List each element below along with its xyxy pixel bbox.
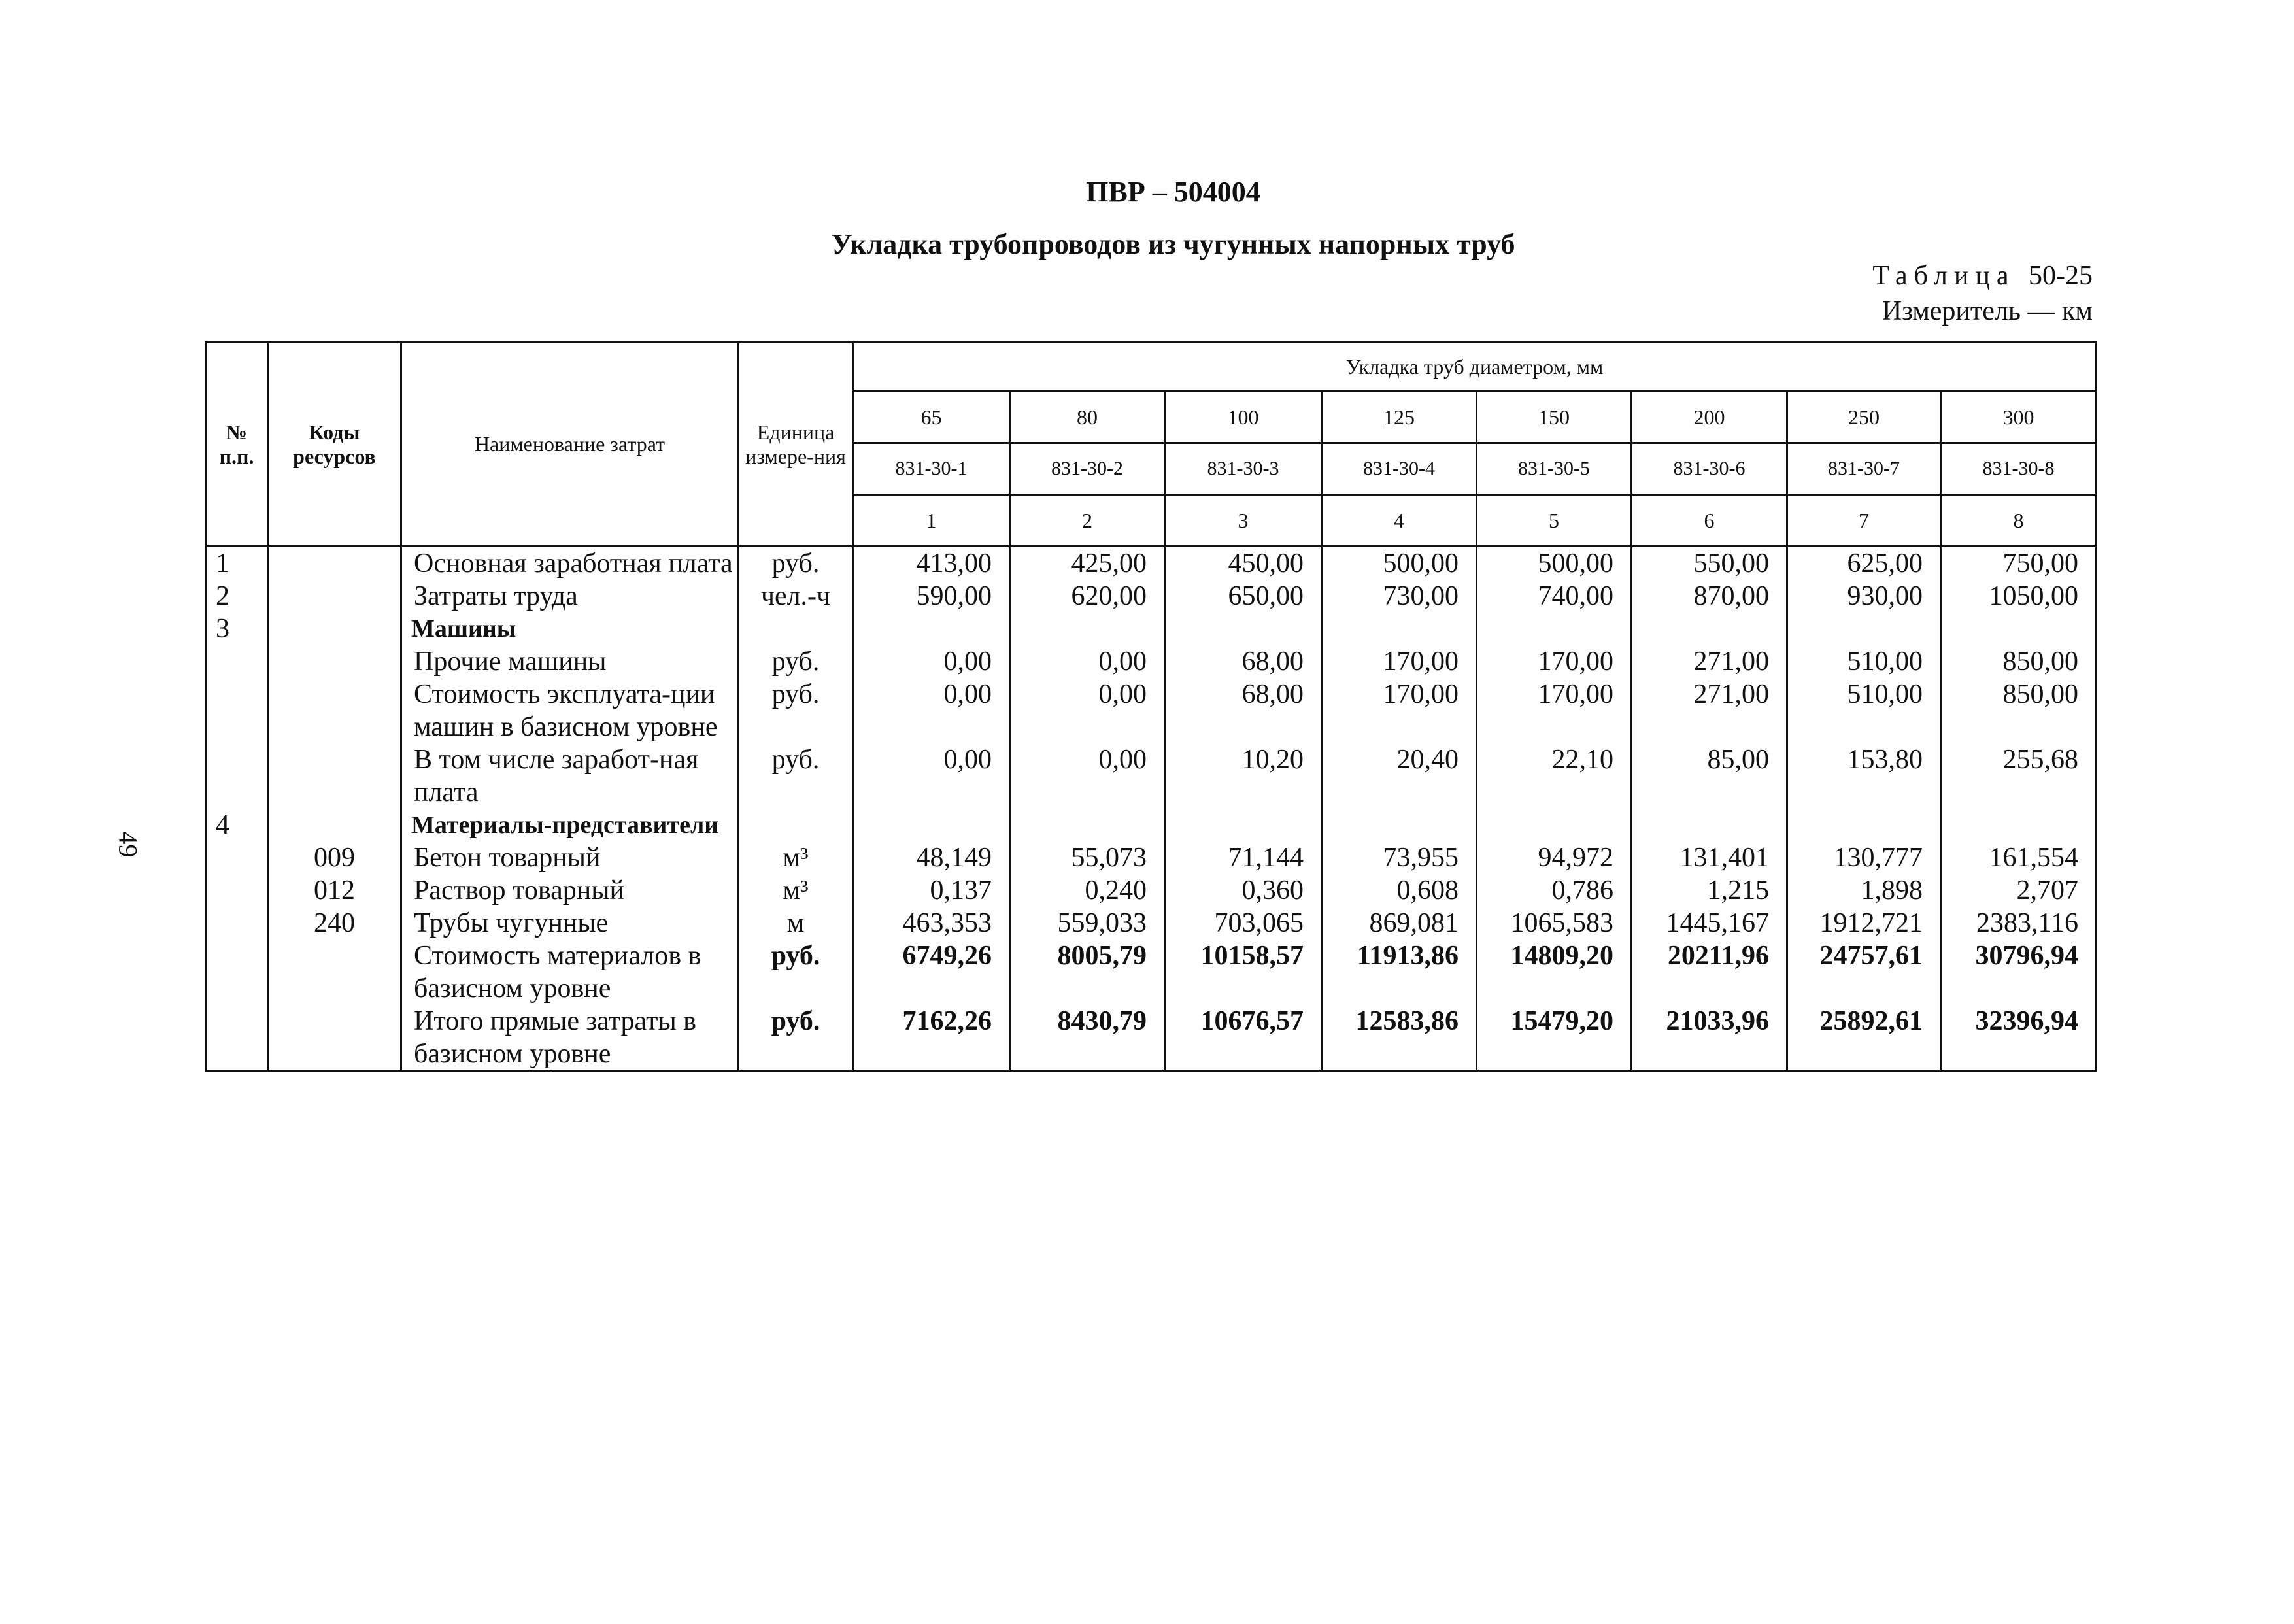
value-cell: 850,00 [1941, 678, 2097, 743]
value-cell: 730,00 [1322, 580, 1477, 613]
header-diameter: 80 [1010, 392, 1165, 443]
header-column-number: 8 [1941, 495, 2097, 547]
value-cell: 11913,86 [1322, 939, 1477, 1005]
header-norm-code: 831-30-6 [1632, 443, 1787, 495]
value-cell [1787, 809, 1941, 841]
value-cell: 620,00 [1010, 580, 1165, 613]
value-cell: 55,073 [1010, 841, 1165, 874]
header-diameter: 250 [1787, 392, 1941, 443]
value-cell: 550,00 [1632, 547, 1787, 581]
value-cell: 94,972 [1477, 841, 1632, 874]
header-column-number: 1 [853, 495, 1010, 547]
table-row [206, 907, 2097, 939]
resource-code: 240 [268, 907, 401, 939]
unit [739, 613, 853, 645]
value-cell: 510,00 [1787, 678, 1941, 743]
header-norm-code: 831-30-5 [1477, 443, 1632, 495]
header-diameter: 100 [1165, 392, 1322, 443]
cost-name: Бетон товарный [401, 841, 739, 874]
value-cell: 30796,94 [1941, 939, 2097, 1005]
table-row [206, 547, 2097, 581]
value-cell [1632, 809, 1787, 841]
value-cell: 10676,57 [1165, 1005, 1322, 1072]
header-column-number: 3 [1165, 495, 1322, 547]
value-cell: 20,40 [1322, 743, 1477, 809]
unit: м³ [739, 841, 853, 874]
resource-code [268, 547, 401, 581]
table-number: 50-25 [2029, 261, 2093, 291]
unit: руб. [739, 939, 853, 1005]
unit: м [739, 907, 853, 939]
value-cell: 73,955 [1322, 841, 1477, 874]
row-number: 1 [206, 547, 268, 581]
cost-name: Стоимость материалов в базисном уровне [401, 939, 739, 1005]
value-cell: 2,707 [1941, 874, 2097, 907]
value-cell: 930,00 [1787, 580, 1941, 613]
cost-name: Прочие машины [401, 645, 739, 678]
header-column-number: 5 [1477, 495, 1632, 547]
measure-unit: Измеритель — км [1881, 296, 2093, 326]
header-codes: Коды ресурсов [268, 343, 401, 547]
row-number [206, 874, 268, 907]
unit: руб. [739, 678, 853, 743]
row-number: 2 [206, 580, 268, 613]
table-row [206, 809, 2097, 841]
table-body [206, 547, 2097, 1072]
value-cell [1322, 809, 1477, 841]
value-cell: 7162,26 [853, 1005, 1010, 1072]
value-cell [1477, 613, 1632, 645]
value-cell: 8005,79 [1010, 939, 1165, 1005]
value-cell [853, 613, 1010, 645]
header-column-number: 2 [1010, 495, 1165, 547]
table-row [206, 939, 2097, 1005]
value-cell: 590,00 [853, 580, 1010, 613]
header-diameter: 125 [1322, 392, 1477, 443]
value-cell: 271,00 [1632, 645, 1787, 678]
unit: руб. [739, 743, 853, 809]
value-cell [1010, 809, 1165, 841]
value-cell: 0,360 [1165, 874, 1322, 907]
header-norm-code: 831-30-3 [1165, 443, 1322, 495]
value-cell: 170,00 [1477, 678, 1632, 743]
document-code: ПВР – 504004 [1086, 176, 1260, 208]
value-cell: 500,00 [1322, 547, 1477, 581]
value-cell: 1,215 [1632, 874, 1787, 907]
table-label: Таблица [1872, 261, 2016, 291]
value-cell: 500,00 [1477, 547, 1632, 581]
row-number [206, 907, 268, 939]
value-cell: 32396,94 [1941, 1005, 2097, 1072]
value-cell: 740,00 [1477, 580, 1632, 613]
value-cell: 869,081 [1322, 907, 1477, 939]
row-number [206, 1005, 268, 1072]
value-cell: 2383,116 [1941, 907, 2097, 939]
value-cell: 271,00 [1632, 678, 1787, 743]
table-row [206, 743, 2097, 809]
value-cell: 559,033 [1010, 907, 1165, 939]
unit: м³ [739, 874, 853, 907]
header-no: № п.п. [206, 343, 268, 547]
cost-name: Трубы чугунные [401, 907, 739, 939]
table-row [206, 580, 2097, 613]
table-row [206, 874, 2097, 907]
value-cell: 21033,96 [1632, 1005, 1787, 1072]
value-cell: 0,137 [853, 874, 1010, 907]
value-cell: 14809,20 [1477, 939, 1632, 1005]
table-row [206, 841, 2097, 874]
value-cell: 24757,61 [1787, 939, 1941, 1005]
value-cell: 413,00 [853, 547, 1010, 581]
header-norm-code: 831-30-7 [1787, 443, 1941, 495]
resource-code [268, 1005, 401, 1072]
header-column-number: 4 [1322, 495, 1477, 547]
resource-code [268, 743, 401, 809]
page-number: 49 [113, 831, 143, 858]
value-cell: 750,00 [1941, 547, 2097, 581]
value-cell: 463,353 [853, 907, 1010, 939]
value-cell: 68,00 [1165, 678, 1322, 743]
header-diameter: 65 [853, 392, 1010, 443]
table-row [206, 678, 2097, 743]
resource-code [268, 678, 401, 743]
resource-code [268, 939, 401, 1005]
value-cell: 0,00 [1010, 743, 1165, 809]
value-cell: 850,00 [1941, 645, 2097, 678]
cost-name: Стоимость эксплуата-ции машин в базисном уровне [401, 678, 739, 743]
header-unit: Единица измере-ния [739, 343, 853, 547]
header-diameter: 200 [1632, 392, 1787, 443]
value-cell: 15479,20 [1477, 1005, 1632, 1072]
unit: чел.-ч [739, 580, 853, 613]
resource-code: 009 [268, 841, 401, 874]
value-cell: 8430,79 [1010, 1005, 1165, 1072]
cost-name: Машины [401, 613, 739, 645]
cost-name: В том числе заработ-ная плата [401, 743, 739, 809]
value-cell [1010, 613, 1165, 645]
value-cell: 130,777 [1787, 841, 1941, 874]
row-number [206, 678, 268, 743]
cost-name: Раствор товарный [401, 874, 739, 907]
value-cell: 10,20 [1165, 743, 1322, 809]
value-cell: 131,401 [1632, 841, 1787, 874]
cost-name: Затраты труда [401, 580, 739, 613]
value-cell: 625,00 [1787, 547, 1941, 581]
header-diameter: 150 [1477, 392, 1632, 443]
value-cell: 10158,57 [1165, 939, 1322, 1005]
resource-code [268, 809, 401, 841]
value-cell [1941, 613, 2097, 645]
header-diameter-group: Укладка труб диаметром, мм [853, 343, 2097, 392]
value-cell: 703,065 [1165, 907, 1322, 939]
header-norm-code: 831-30-8 [1941, 443, 2097, 495]
value-cell: 0,00 [853, 743, 1010, 809]
value-cell [1632, 613, 1787, 645]
row-number: 3 [206, 613, 268, 645]
value-cell: 0,786 [1477, 874, 1632, 907]
value-cell: 1445,167 [1632, 907, 1787, 939]
value-cell: 870,00 [1632, 580, 1787, 613]
value-cell: 0,00 [1010, 645, 1165, 678]
value-cell: 153,80 [1787, 743, 1941, 809]
table-row [206, 613, 2097, 645]
table-row [206, 645, 2097, 678]
cost-name: Итого прямые затраты в базисном уровне [401, 1005, 739, 1072]
value-cell: 170,00 [1322, 678, 1477, 743]
value-cell [1787, 613, 1941, 645]
value-cell: 20211,96 [1632, 939, 1787, 1005]
value-cell: 85,00 [1632, 743, 1787, 809]
value-cell: 22,10 [1477, 743, 1632, 809]
cost-name: Материалы-представители [401, 809, 739, 841]
value-cell: 425,00 [1010, 547, 1165, 581]
resource-code [268, 613, 401, 645]
header-diameter: 300 [1941, 392, 2097, 443]
table-number-label [1872, 260, 2093, 292]
row-number [206, 939, 268, 1005]
value-cell: 255,68 [1941, 743, 2097, 809]
header-norm-code: 831-30-2 [1010, 443, 1165, 495]
header-column-number: 6 [1632, 495, 1787, 547]
value-cell: 0,00 [853, 678, 1010, 743]
resource-code: 012 [268, 874, 401, 907]
value-cell [1477, 809, 1632, 841]
unit: руб. [739, 1005, 853, 1072]
cost-name: Основная заработная плата [401, 547, 739, 581]
unit [739, 809, 853, 841]
value-cell: 0,00 [1010, 678, 1165, 743]
unit: руб. [739, 547, 853, 581]
value-cell [1165, 809, 1322, 841]
value-cell: 170,00 [1477, 645, 1632, 678]
value-cell: 71,144 [1165, 841, 1322, 874]
value-cell [853, 809, 1010, 841]
value-cell: 170,00 [1322, 645, 1477, 678]
value-cell: 0,608 [1322, 874, 1477, 907]
value-cell [1322, 613, 1477, 645]
header-norm-code: 831-30-1 [853, 443, 1010, 495]
resource-code [268, 580, 401, 613]
value-cell: 0,00 [853, 645, 1010, 678]
document-title: Укладка трубопроводов из чугунных напорных труб [831, 228, 1515, 260]
resource-code [268, 645, 401, 678]
row-number [206, 743, 268, 809]
cost-table [205, 341, 2097, 1072]
header-name: Наименование затрат [401, 343, 739, 547]
value-cell: 510,00 [1787, 645, 1941, 678]
value-cell: 68,00 [1165, 645, 1322, 678]
value-cell: 12583,86 [1322, 1005, 1477, 1072]
row-number [206, 841, 268, 874]
row-number [206, 645, 268, 678]
header-column-number: 7 [1787, 495, 1941, 547]
value-cell: 1050,00 [1941, 580, 2097, 613]
value-cell: 161,554 [1941, 841, 2097, 874]
row-number: 4 [206, 809, 268, 841]
value-cell: 0,240 [1010, 874, 1165, 907]
value-cell: 650,00 [1165, 580, 1322, 613]
header-norm-code: 831-30-4 [1322, 443, 1477, 495]
unit: руб. [739, 645, 853, 678]
value-cell: 1065,583 [1477, 907, 1632, 939]
value-cell: 48,149 [853, 841, 1010, 874]
value-cell [1941, 809, 2097, 841]
value-cell: 450,00 [1165, 547, 1322, 581]
value-cell: 25892,61 [1787, 1005, 1941, 1072]
value-cell: 1,898 [1787, 874, 1941, 907]
table-row [206, 1005, 2097, 1072]
value-cell [1165, 613, 1322, 645]
value-cell: 1912,721 [1787, 907, 1941, 939]
value-cell: 6749,26 [853, 939, 1010, 1005]
